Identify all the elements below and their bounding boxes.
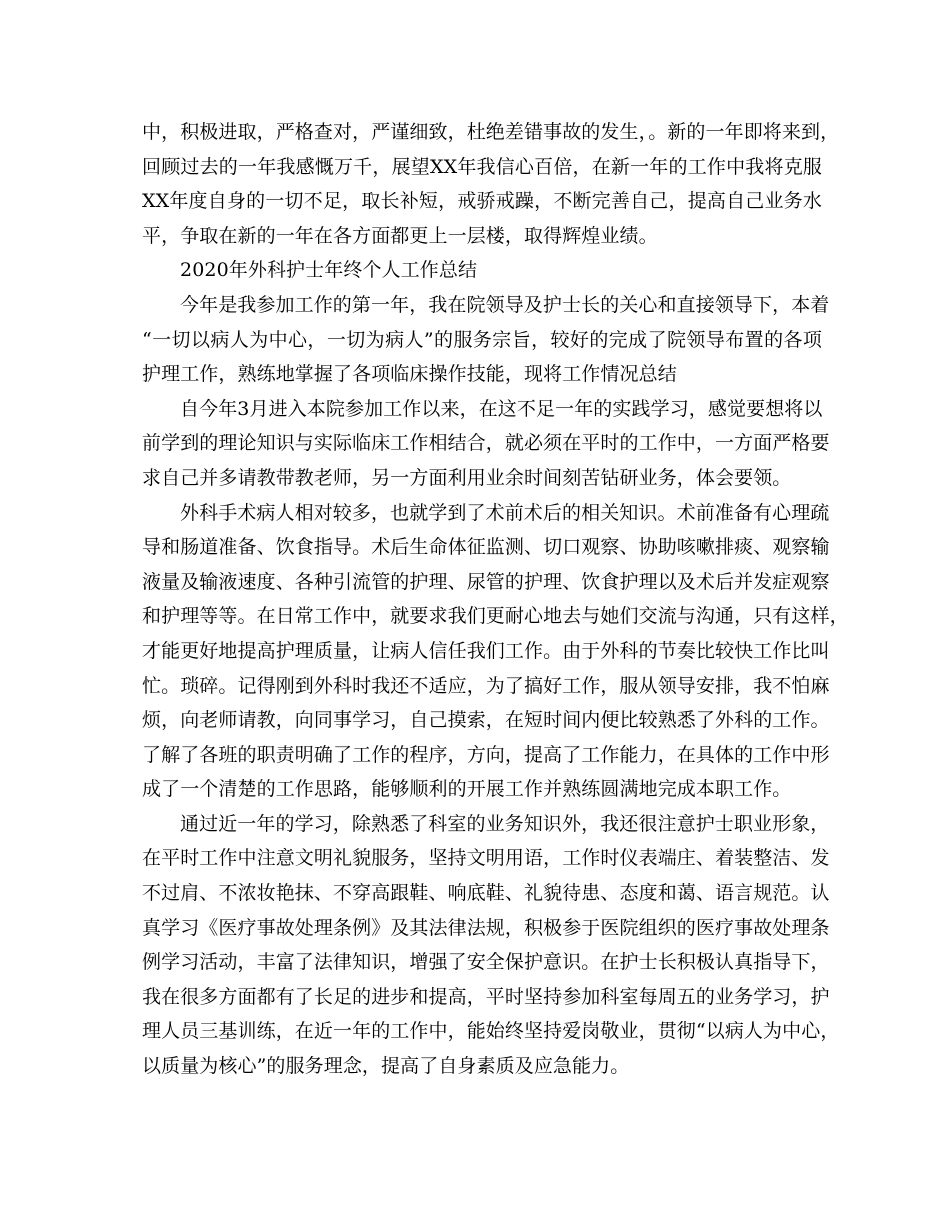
text-line: 平，争取在新的一年在各方面都更上一层楼，取得辉煌业绩。 xyxy=(142,224,658,247)
text-line: 例学习活动，丰富了法律知识，增强了安全保护意识。在护士长积极认真指导下， xyxy=(142,951,830,974)
text-line: 不过肩、不浓妆艳抹、不穿高跟鞋、响底鞋、礼貌待患、态度和蔼、语言规范。认 xyxy=(142,882,830,905)
text-line: XX年度自身的一切不足，取长补短，戒骄戒躁，不断完善自己，提高自己业务水 xyxy=(142,190,822,213)
text-line: 自今年3月进入本院参加工作以来，在这不足一年的实践学习，感觉要想将以 xyxy=(180,397,823,420)
text-line: 我在很多方面都有了长足的进步和提高，平时坚持参加科室每周五的业务学习，护 xyxy=(142,985,830,1008)
text-line: 求自己并多请教带教老师，另一方面利用业余时间刻苦钻研业务，体会要领。 xyxy=(142,466,792,489)
text-line: 外科手术病人相对较多，也就学到了术前术后的相关知识。术前准备有心理疏 xyxy=(180,501,830,524)
text-line: 护理工作，熟练地掌握了各项临床操作技能，现将工作情况总结 xyxy=(142,363,677,386)
text-line: 导和肠道准备、饮食指导。术后生命体征监测、切口观察、协助咳嗽排痰、观察输 xyxy=(142,536,830,559)
text-line: 以质量为核心”的服务理念，提高了自身素质及应急能力。 xyxy=(142,1055,630,1078)
text-line: 前学到的理论知识与实际临床工作相结合，就必须在平时的工作中，一方面严格要 xyxy=(142,432,830,455)
document-body xyxy=(142,115,849,1084)
paragraph-continuation xyxy=(142,115,840,253)
paragraph-practice xyxy=(142,392,830,496)
text-line: 才能更好地提高护理质量，让病人信任我们工作。由于外科的节奏比较快工作比叫 xyxy=(142,639,830,662)
paragraph-surgery xyxy=(142,496,849,807)
paragraph-intro xyxy=(142,288,830,392)
text-line: 在平时工作中注意文明礼貌服务，坚持文明用语，工作时仪表端庄、着装整洁、发 xyxy=(142,847,830,870)
text-line: 液量及输液速度、各种引流管的护理、尿管的护理、饮食护理以及术后并发症观察 xyxy=(142,570,830,593)
paragraph-professionalism xyxy=(142,807,840,1084)
text-line: 通过近一年的学习，除熟悉了科室的业务知识外，我还很注意护士职业形象， xyxy=(180,812,830,835)
text-line: 成了一个清楚的工作思路，能够顺利的开展工作并熟练圆满地完成本职工作。 xyxy=(142,778,792,801)
text-line: 了解了各班的职责明确了工作的程序，方向，提高了工作能力，在具体的工作中形 xyxy=(142,743,830,766)
text-line: 理人员三基训练，在近一年的工作中，能始终坚持爱岗敬业，贯彻“以病人为中心， xyxy=(142,1020,840,1043)
text-line: 忙。琐碎。记得刚到外科时我还不适应，为了搞好工作，服从领导安排，我不怕麻 xyxy=(142,674,830,697)
text-line: 今年是我参加工作的第一年，我在院领导及护士长的关心和直接领导下，本着 xyxy=(180,293,830,316)
text-line: 和护理等等。在日常工作中，就要求我们更耐心地去与她们交流与沟通，只有这样， xyxy=(142,605,849,628)
section-title xyxy=(142,253,822,288)
text-line: 真学习《医疗事故处理条例》及其法律法规，积极参于医院组织的医疗事故处理条 xyxy=(142,916,830,939)
text-line: 回顾过去的一年我感慨万千，展望XX年我信心百倍，在新一年的工作中我将克服 xyxy=(142,155,822,178)
text-line: “一切以病人为中心，一切为病人”的服务宗旨，较好的完成了院领导布置的各项 xyxy=(142,328,822,351)
text-line: 中，积极进取，严格查对，严谨细致，杜绝差错事故的发生，。新的一年即将来到， xyxy=(142,121,840,143)
text-line: 烦，向老师请教，向同事学习，自己摸索，在短时间内便比较熟悉了外科的工作。 xyxy=(142,709,830,732)
section-title-text: 2020年外科护士年终个人工作总结 xyxy=(180,259,478,282)
